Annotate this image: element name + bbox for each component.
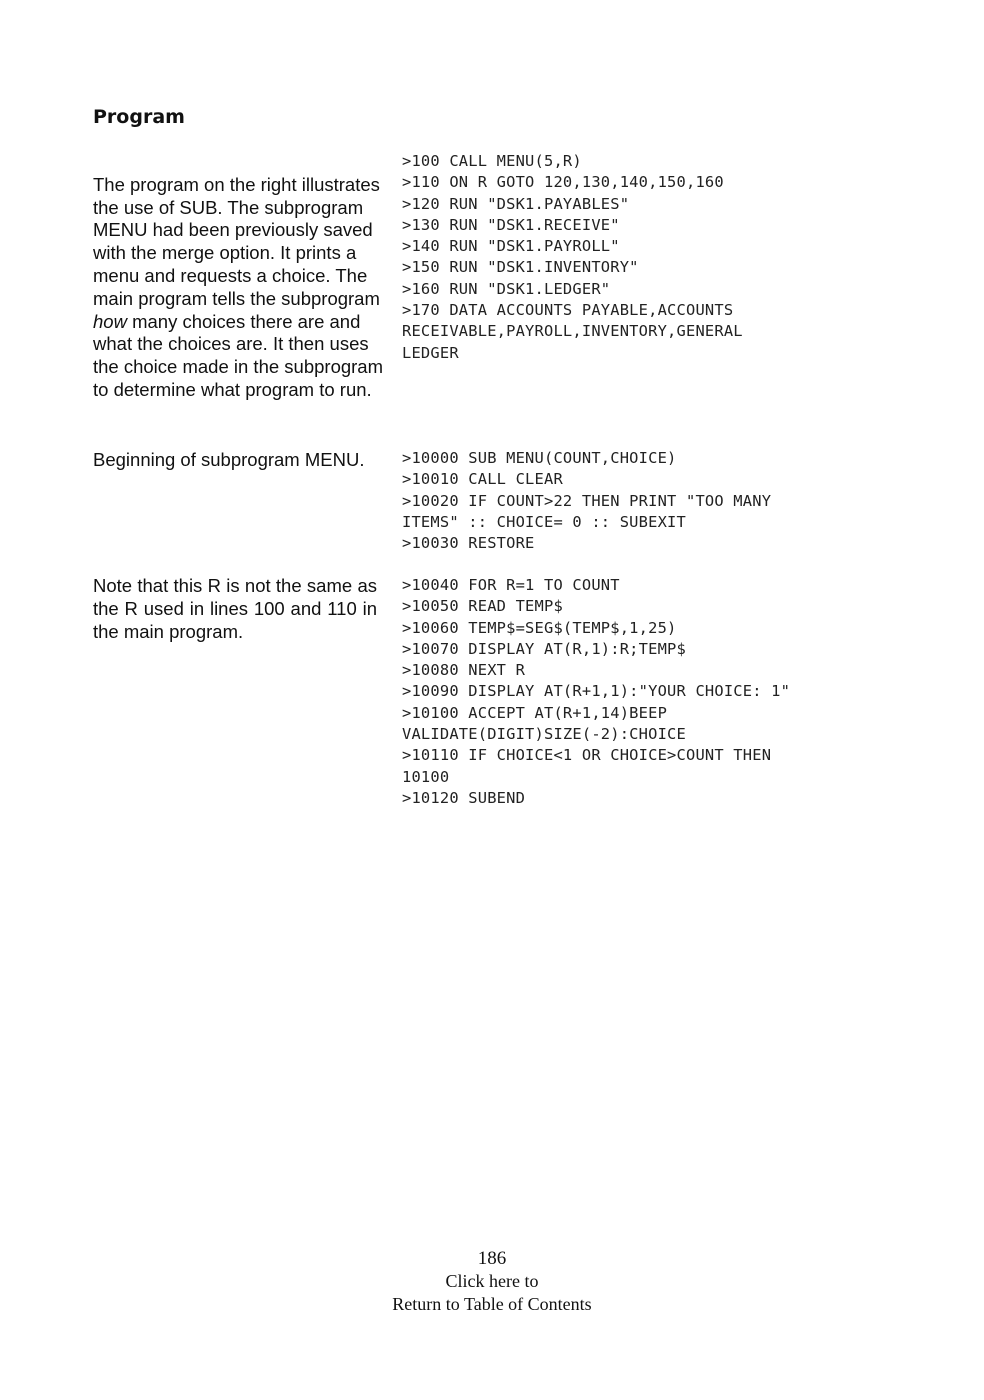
code-line: >10120 SUBEND <box>402 788 526 807</box>
description-text-end: many choices there are and what the choices are. It then uses the choice made in the subprogram to determine what program to run. <box>93 310 384 400</box>
description-emphasis: how <box>93 310 127 332</box>
code-line: >10000 SUB MENU(COUNT,CHOICE) <box>402 449 677 467</box>
code-line: 10100 <box>402 767 450 786</box>
toc-link-line1[interactable]: Click here to <box>445 1271 539 1291</box>
page-footer <box>0 1248 984 1316</box>
code-line: >10030 RESTORE <box>402 534 535 553</box>
section-heading: Program <box>93 106 185 128</box>
code-line: >10110 IF CHOICE<1 OR CHOICE>COUNT THEN <box>402 746 772 765</box>
code-line: >10080 NEXT R <box>402 661 526 680</box>
code-line: >10060 TEMP$=SEG$(TEMP$,1,25) <box>402 618 677 637</box>
code-line: >120 RUN "DSK1.PAYABLES" <box>402 194 630 213</box>
description-text-start: The program on the right illustrates the use of SUB. The subprogram MENU had been previously saved with the merge option. It prints a menu and requests a choice. The main program tells the subprogram <box>93 173 380 309</box>
code-line: >170 DATA ACCOUNTS PAYABLE,ACCOUNTS <box>402 301 734 320</box>
subprogram-loop-code <box>402 575 882 809</box>
code-line: LEDGER <box>402 343 459 362</box>
main-program-code <box>402 151 882 364</box>
code-line: >160 RUN "DSK1.LEDGER" <box>402 279 611 298</box>
page-number: 186 <box>477 1248 507 1269</box>
code-line: VALIDATE(DIGIT)SIZE(-2):CHOICE <box>402 725 686 744</box>
code-line: >10100 ACCEPT AT(R+1,14)BEEP <box>402 703 668 722</box>
toc-link-line2[interactable]: Return to Table of Contents <box>392 1294 592 1314</box>
subprogram-start-code <box>402 448 882 554</box>
code-line: >10070 DISPLAY AT(R,1):R;TEMP$ <box>402 639 686 658</box>
variable-note: Note that this R is not the same as the R used in lines 100 and 110 in the main program. <box>93 575 377 642</box>
code-line: >110 ON R GOTO 120,130,140,150,160 <box>402 173 724 192</box>
code-line: >10090 DISPLAY AT(R+1,1):"YOUR CHOICE: 1" <box>402 682 791 701</box>
code-line: >140 RUN "DSK1.PAYROLL" <box>402 237 620 256</box>
code-line: >10010 CALL CLEAR <box>402 470 563 489</box>
code-line: >10040 FOR R=1 TO COUNT <box>402 576 620 594</box>
code-line: ITEMS" :: CHOICE= 0 :: SUBEXIT <box>402 512 686 531</box>
program-description <box>93 151 388 402</box>
subprogram-description: Beginning of subprogram MENU. <box>93 449 365 470</box>
code-line: >150 RUN "DSK1.INVENTORY" <box>402 258 639 277</box>
code-line: >10050 READ TEMP$ <box>402 597 563 616</box>
code-line: >100 CALL MENU(5,R) <box>402 152 582 170</box>
code-line: RECEIVABLE,PAYROLL,INVENTORY,GENERAL <box>402 322 743 341</box>
code-line: >10020 IF COUNT>22 THEN PRINT "TOO MANY <box>402 491 772 510</box>
code-line: >130 RUN "DSK1.RECEIVE" <box>402 215 620 234</box>
